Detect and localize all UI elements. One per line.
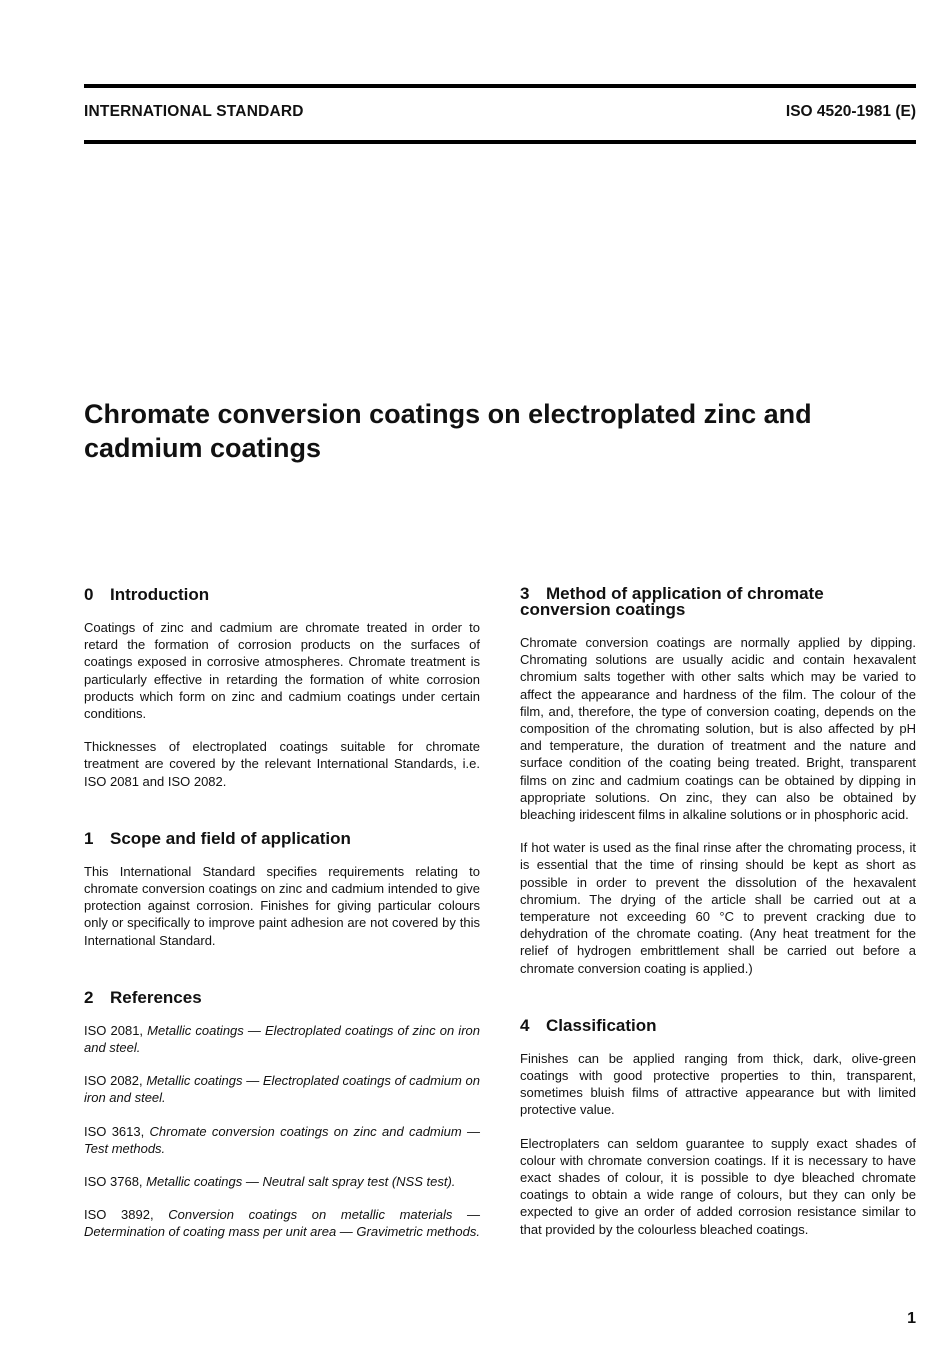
section-title: References — [110, 987, 202, 1007]
section-scope — [84, 830, 480, 949]
title-line-2: cadmium coatings — [84, 433, 322, 463]
section-number: 2 — [84, 987, 94, 1007]
section-heading — [520, 586, 916, 618]
reference-id: ISO 3892, — [84, 1207, 154, 1223]
section-heading — [84, 830, 480, 847]
section-classification — [520, 1017, 916, 1238]
right-column — [520, 586, 916, 1254]
section-number: 4 — [520, 1015, 530, 1035]
paragraph: This International Standard specifies requirements relating to chromate conversion coatings on zinc and cadmium intended to give protection against corrosion. Finishes for giving particular colours only or specifically to improve paint adhesion are not covered by this International Standard. — [84, 863, 480, 948]
section-title-line-1: Method of application of chromate — [546, 584, 824, 603]
paragraph: Finishes can be applied ranging from thick, dark, olive-green coatings with good protective properties to thin, transparent, sometimes bluish films of attractive appearance but with limited protective value. — [520, 1050, 916, 1118]
section-number: 1 — [84, 828, 94, 848]
reference-item — [84, 1173, 480, 1190]
paragraph: Electroplaters can seldom guarantee to supply exact shades of colour with chromate conversion coatings. If it is necessary to have exact shades of colour, it is possible to dye bleached chromate coatings to obtain a wide range of colours, but they can only be expected to give an order of added corrosion resistance similar to that provided by the colourless bleached coatings. — [520, 1135, 916, 1237]
section-number: 3 — [520, 584, 530, 603]
reference-item — [84, 1022, 480, 1056]
page-number: 1 — [907, 1310, 916, 1327]
reference-title: Metallic coatings — Neutral salt spray test (NSS test). — [146, 1174, 456, 1190]
header-standard-type: INTERNATIONAL STANDARD — [84, 103, 304, 120]
reference-id: ISO 3613, — [84, 1123, 145, 1139]
reference-title: Chromate conversion coatings on zinc and cadmium — Test methods. — [84, 1123, 480, 1156]
reference-item — [84, 1123, 480, 1157]
document-title — [84, 397, 916, 465]
paragraph: If hot water is used as the final rinse after the chromating process, it is essential that the time of rinsing should be kept as short as possible in order to prevent the dissolution of the hexavalent chromium. The drying of the article shall be carried out at a temperature not exceeding 60 °C to prevent cracking due to dehydration of the chromate coating. (Any heat treatment for the relief of hydrogen embrittlement shall be carried out before a chromate conversion coating is applied.) — [520, 840, 916, 976]
reference-id: ISO 3768, — [84, 1174, 143, 1190]
section-title: Scope and field of application — [110, 828, 351, 848]
header-standard-number: ISO 4520-1981 (E) — [785, 103, 916, 120]
reference-title: Metallic coatings — Electroplated coatings of cadmium on iron and steel. — [84, 1073, 480, 1106]
section-references — [84, 989, 480, 1241]
section-title: Introduction — [110, 585, 210, 604]
section-introduction — [84, 586, 480, 790]
reference-title: Conversion coatings on metallic materials — Determination of coating mass per unit area — Gravimetric methods. — [84, 1207, 480, 1240]
title-line-1: Chromate conversion coatings on electroplated zinc and — [84, 399, 812, 429]
reference-item — [84, 1072, 480, 1106]
section-title-line-2: conversion coatings — [520, 600, 686, 619]
reference-item — [84, 1206, 480, 1240]
header-rule-top — [84, 84, 916, 88]
section-method-of-application — [520, 586, 916, 977]
header-rule-bottom — [84, 140, 916, 144]
left-column — [84, 586, 480, 1257]
section-heading — [84, 989, 480, 1006]
paragraph: Coatings of zinc and cadmium are chromate treated in order to retard the formation of corrosion products on the surfaces of coatings exposed in corrosive atmospheres. Chromate treatment is particularly effective in retarding the formation of white corrosion products which form on zinc and cadmium coatings under certain conditions. — [84, 620, 480, 722]
paragraph: Chromate conversion coatings are normally applied by dipping. Chromating solutions are usually acidic and contain hexavalent chromium salts together with other salts which may be varied to affect the appearance and hardness of the film. The colour of the film, and, therefore, the type of conversion coating, depends on the composition of the chromating solution, but is also affected by pH and temperature, the duration of treatment and the nature and surface condition of the coating being treated. Bright, transparent films on zinc and cadmium coatings can be obtained by dipping in appropriate solutions. On zinc, they can also be obtained by bleaching iridescent films in alkaline solutions or in phosphoric acid. — [520, 635, 916, 823]
section-heading — [84, 586, 480, 603]
section-heading — [520, 1017, 916, 1034]
section-number: 0 — [84, 585, 94, 604]
reference-title: Metallic coatings — Electroplated coatings of zinc on iron and steel. — [84, 1022, 480, 1056]
reference-id: ISO 2081, — [84, 1022, 144, 1038]
reference-id: ISO 2082, — [84, 1073, 143, 1089]
section-title: Classification — [546, 1015, 657, 1035]
paragraph: Thicknesses of electroplated coatings suitable for chromate treatment are covered by the relevant International Standards, i.e. ISO 2081 and ISO 2082. — [84, 739, 480, 789]
